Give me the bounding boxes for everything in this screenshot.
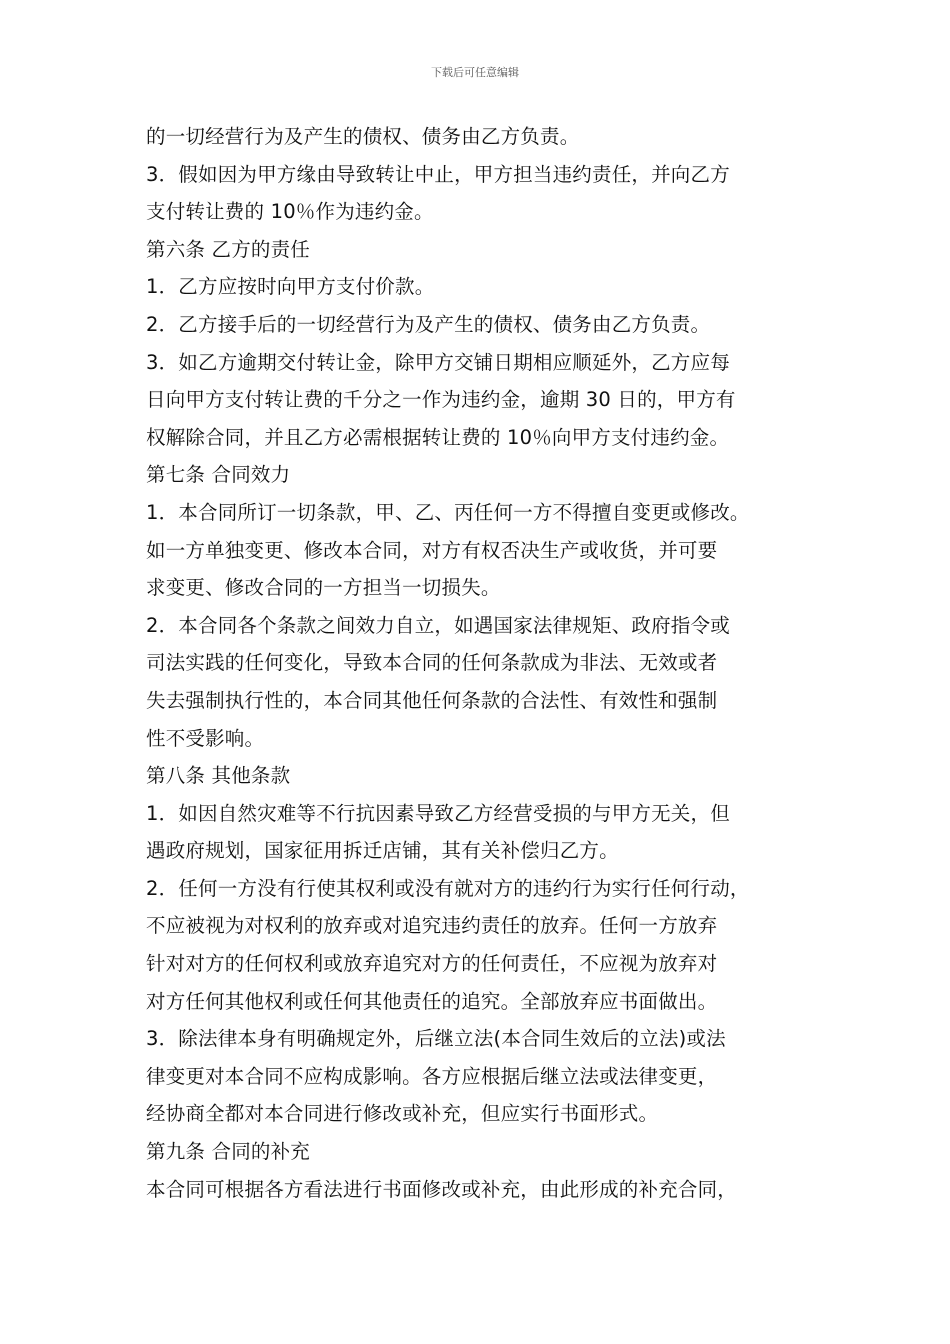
text-line: 2．乙方接手后的一切经营行为及产生的债权、债务由乙方负责。 (146, 312, 711, 336)
text-line: 针对对方的任何权利或放弃追究对方的任何责任，不应视为放弃对 (146, 952, 718, 976)
section-heading-7: 第七条 合同效力 (146, 463, 291, 487)
text-line: 求变更、修改合同的一方担当一切损失。 (146, 576, 501, 600)
text-line: 1．本合同所订一切条款，甲、乙、丙任何一方不得擅自变更或修改。 (146, 500, 750, 524)
text-line: 权解除合同，并且乙方必需根据转让费的 10％向甲方支付违约金。 (146, 425, 730, 449)
text-line: 遇政府规划，国家征用拆迁店铺，其有关补偿归乙方。 (146, 839, 619, 863)
page-header: 下载后可任意编辑 (431, 66, 519, 79)
text-line: 3．除法律本身有明确规定外，后继立法(本合同生效后的立法)或法 (146, 1027, 726, 1051)
text-line: 1．如因自然灾难等不行抗因素导致乙方经营受损的与甲方无关，但 (146, 801, 730, 825)
text-line: 3．如乙方逾期交付转让金，除甲方交铺日期相应顺延外，乙方应每 (146, 350, 730, 374)
text-line: 如一方单独变更、修改本合同，对方有权否决生产或收货，并可要 (146, 538, 718, 562)
text-line: 性不受影响。 (146, 726, 265, 750)
text-line: 不应被视为对权利的放弃或对追究违约责任的放弃。任何一方放弃 (146, 914, 718, 938)
text-line: 2．本合同各个条款之间效力自立，如遇国家法律规矩、政府指令或 (146, 613, 730, 637)
text-line: 本合同可根据各方看法进行书面修改或补充，由此形成的补充合同， (146, 1177, 738, 1201)
contract-body (146, 118, 826, 1208)
section-heading-6: 第六条 乙方的责任 (146, 237, 310, 261)
section-heading-9: 第九条 合同的补充 (146, 1140, 310, 1164)
section-heading-8: 第八条 其他条款 (146, 764, 291, 788)
text-line: 经协商全都对本合同进行修改或补充，但应实行书面形式。 (146, 1102, 659, 1126)
text-line: 2．任何一方没有行使其权利或没有就对方的违约行为实行任何行动， (146, 876, 750, 900)
text-line: 3．假如因为甲方缘由导致转让中止，甲方担当违约责任，并向乙方 (146, 162, 730, 186)
text-line: 司法实践的任何变化，导致本合同的任何条款成为非法、无效或者 (146, 651, 718, 675)
text-line: 对方任何其他权利或任何其他责任的追究。全部放弃应书面做出。 (146, 989, 718, 1013)
text-line: 1．乙方应按时向甲方支付价款。 (146, 275, 435, 299)
text-line: 日向甲方支付转让费的千分之一作为违约金，逾期 30 日的，甲方有 (146, 388, 736, 412)
text-line: 的一切经营行为及产生的债权、债务由乙方负责。 (146, 125, 580, 148)
text-line: 失去强制执行性的，本合同其他任何条款的合法性、有效性和强制 (146, 688, 718, 712)
text-line: 律变更对本合同不应构成影响。各方应根据后继立法或法律变更， (146, 1064, 718, 1088)
text-line: 支付转让费的 10％作为违约金。 (146, 200, 434, 224)
